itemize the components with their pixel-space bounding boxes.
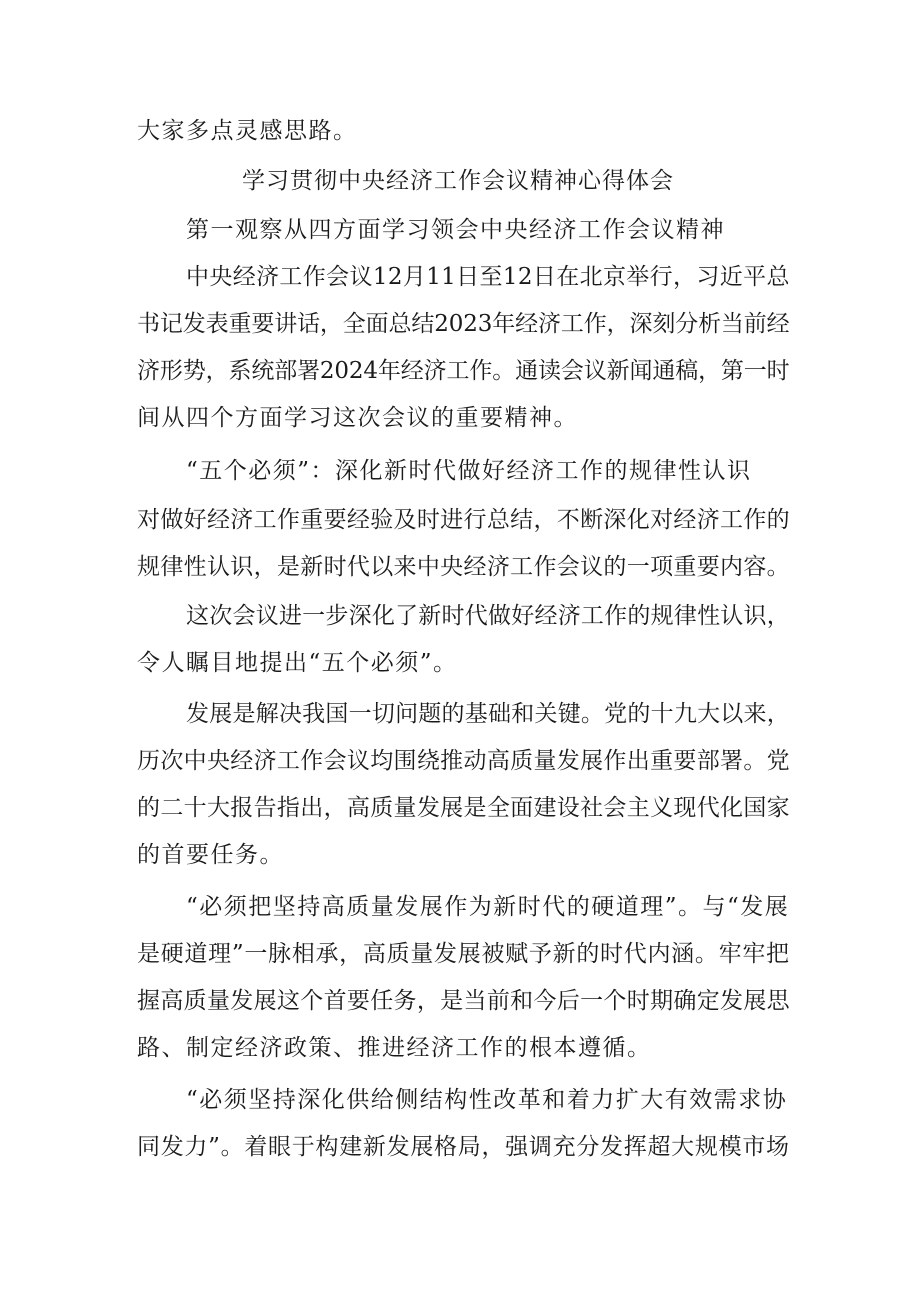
paragraph-line: “必须坚持深化供给侧结构性改革和着力扩大有效需求协 (186, 1087, 788, 1113)
paragraph-line: 规律性认识，是新时代以来中央经济工作会议的一项重要内容。 (137, 554, 790, 580)
paragraph-line: 的首要任务。 (137, 842, 284, 868)
document-title: 学习贯彻中央经济工作会议精神心得体会 (242, 168, 674, 194)
paragraph-line: 书记发表重要讲话，全面总结2023年经济工作，深刻分析当前经 (137, 311, 790, 337)
paragraph-line: 这次会议进一步深化了新时代做好经济工作的规律性认识， (186, 603, 790, 629)
paragraph-line: “必须把坚持高质量发展作为新时代的硬道理”。与“发展 (186, 894, 790, 920)
paragraph-line: 中央经济工作会议12月11日至12日在北京举行，习近平总 (186, 264, 790, 290)
paragraph-line: 对做好经济工作重要经验及时进行总结，不断深化对经济工作的 (137, 507, 790, 533)
paragraph-line: 令人瞩目地提出“五个必须”。 (137, 650, 458, 676)
paragraph-line: 握高质量发展这个首要任务，是当前和今后一个时期确定发展思 (137, 988, 790, 1014)
paragraph-line: 的二十大报告指出，高质量发展是全面建设社会主义现代化国家 (137, 795, 790, 821)
paragraph-line: 间从四个方面学习这次会议的重要精神。 (137, 405, 578, 431)
paragraph-line: 历次中央经济工作会议均围绕推动高质量发展作出重要部署。党 (137, 748, 790, 774)
text-line: 大家多点灵感思路。 (137, 118, 358, 144)
section-heading: “五个必须”：深化新时代做好经济工作的规律性认识 (186, 458, 752, 484)
paragraph-line: 发展是解决我国一切问题的基础和关键。党的十九大以来， (186, 701, 790, 727)
paragraph-line: 是硬道理”一脉相承，高质量发展被赋予新的时代内涵。牢牢把 (137, 941, 790, 967)
subtitle: 第一观察从四方面学习领会中央经济工作会议精神 (186, 217, 725, 243)
paragraph-line: 路、制定经济政策、推进经济工作的根本遵循。 (137, 1035, 652, 1061)
paragraph-line: 济形势，系统部署2024年经济工作。通读会议新闻通稿，第一时 (137, 358, 790, 384)
paragraph-line: 同发力”。着眼于构建新发展格局，强调充分发挥超大规模市场 (137, 1134, 790, 1160)
